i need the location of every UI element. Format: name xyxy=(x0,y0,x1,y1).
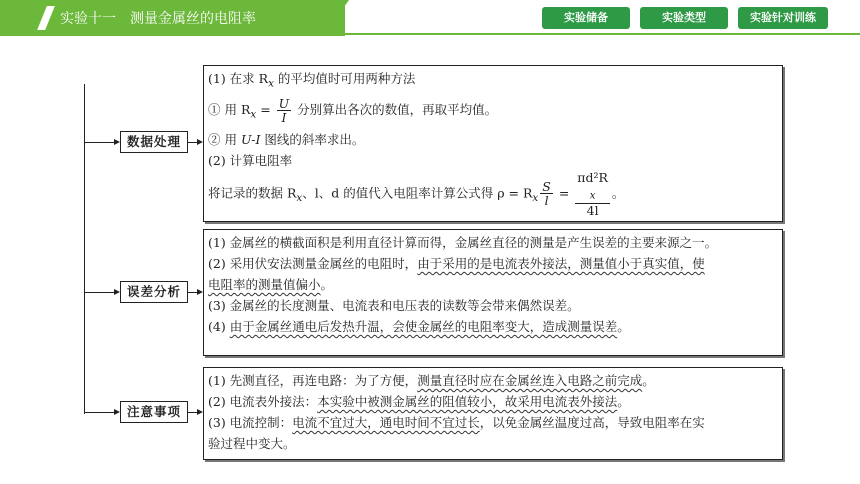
error-analysis-box xyxy=(203,229,783,356)
header-bar xyxy=(0,0,860,36)
tree-trunk-line xyxy=(84,84,85,414)
connector-notes-box xyxy=(188,412,197,413)
label-precautions: 注意事项 xyxy=(120,401,188,423)
fraction-u-over-i: $\frac{U}{I}$ xyxy=(278,95,290,125)
error-line-5: (4) 由于金属丝通电后发热升温，会使金属丝的电阻率变大，造成测量误差。 xyxy=(208,319,630,334)
fraction-resistivity: πd²R $_x$ 4l xyxy=(577,170,608,218)
notes-line-3: (3) 电流控制：电流不宜过大，通电时间不宜过长，以免金属丝温度过高，导致电阻率在实 xyxy=(208,415,705,430)
error-line-3: 电阻率的测量值偏小。 xyxy=(208,277,334,292)
header-banner-slant xyxy=(323,0,349,36)
error-line-1: (1) 金属丝的横截面积是利用直径计算而得，金属丝直径的测量是产生误差的主要来源之一。 xyxy=(208,235,718,250)
nav-experiment-types-button[interactable]: 实验类型 xyxy=(640,7,728,29)
data-line-4: (2) 计算电阻率 xyxy=(208,153,293,168)
label-data-processing: 数据处理 xyxy=(120,131,188,153)
connector-data-box xyxy=(188,142,197,143)
branch-line-notes xyxy=(84,412,114,413)
data-processing-box xyxy=(203,65,783,222)
connector-error-box xyxy=(188,292,197,293)
label-error-analysis: 误差分析 xyxy=(120,281,188,303)
notes-line-1: (1) 先测直径，再连电路：为了方便，测量直径时应在金属丝连入电路之前完成。 xyxy=(208,373,655,388)
error-line-4: (3) 金属丝的长度测量、电流表和电压表的读数等会带来偶然误差。 xyxy=(208,298,580,313)
data-line-1: (1) 在求 $R_x$ 的平均值时可用两种方法 xyxy=(208,71,416,90)
branch-line-error xyxy=(84,292,114,293)
precautions-box xyxy=(203,367,783,460)
page-title: 实验十一 测量金属丝的电阻率 xyxy=(60,11,256,27)
error-line-2: (2) 采用伏安法测量金属丝的电阻时，由于采用的是电流表外接法，测量值小于真实值，使 xyxy=(208,256,705,271)
data-line-2: ① 用 $R_x$ = $\frac{U}{I}$ 分别算出各次的数值，再取平均值。 xyxy=(208,95,498,125)
data-line-3: ② 用 U-I 图线的斜率求出。 xyxy=(208,132,365,147)
header-divider xyxy=(345,33,860,35)
fraction-s-over-l: $\frac{S}{l}$ xyxy=(542,179,551,209)
branch-line-data xyxy=(84,142,114,143)
nav-experiment-prep-button[interactable]: 实验储备 xyxy=(542,7,630,29)
notes-line-4: 验过程中变大。 xyxy=(208,436,296,451)
notes-line-2: (2) 电流表外接法：本实验中被测金属丝的阻值较小，故采用电流表外接法。 xyxy=(208,394,630,409)
data-line-5: 将记录的数据 $R_x$、l、d 的值代入电阻率计算公式得 $\rho = R_x$ $\frac{S}{l}$ = πd²R $_x$ 4l 。 xyxy=(208,170,625,218)
nav-targeted-training-button[interactable]: 实验针对训练 xyxy=(738,7,828,29)
